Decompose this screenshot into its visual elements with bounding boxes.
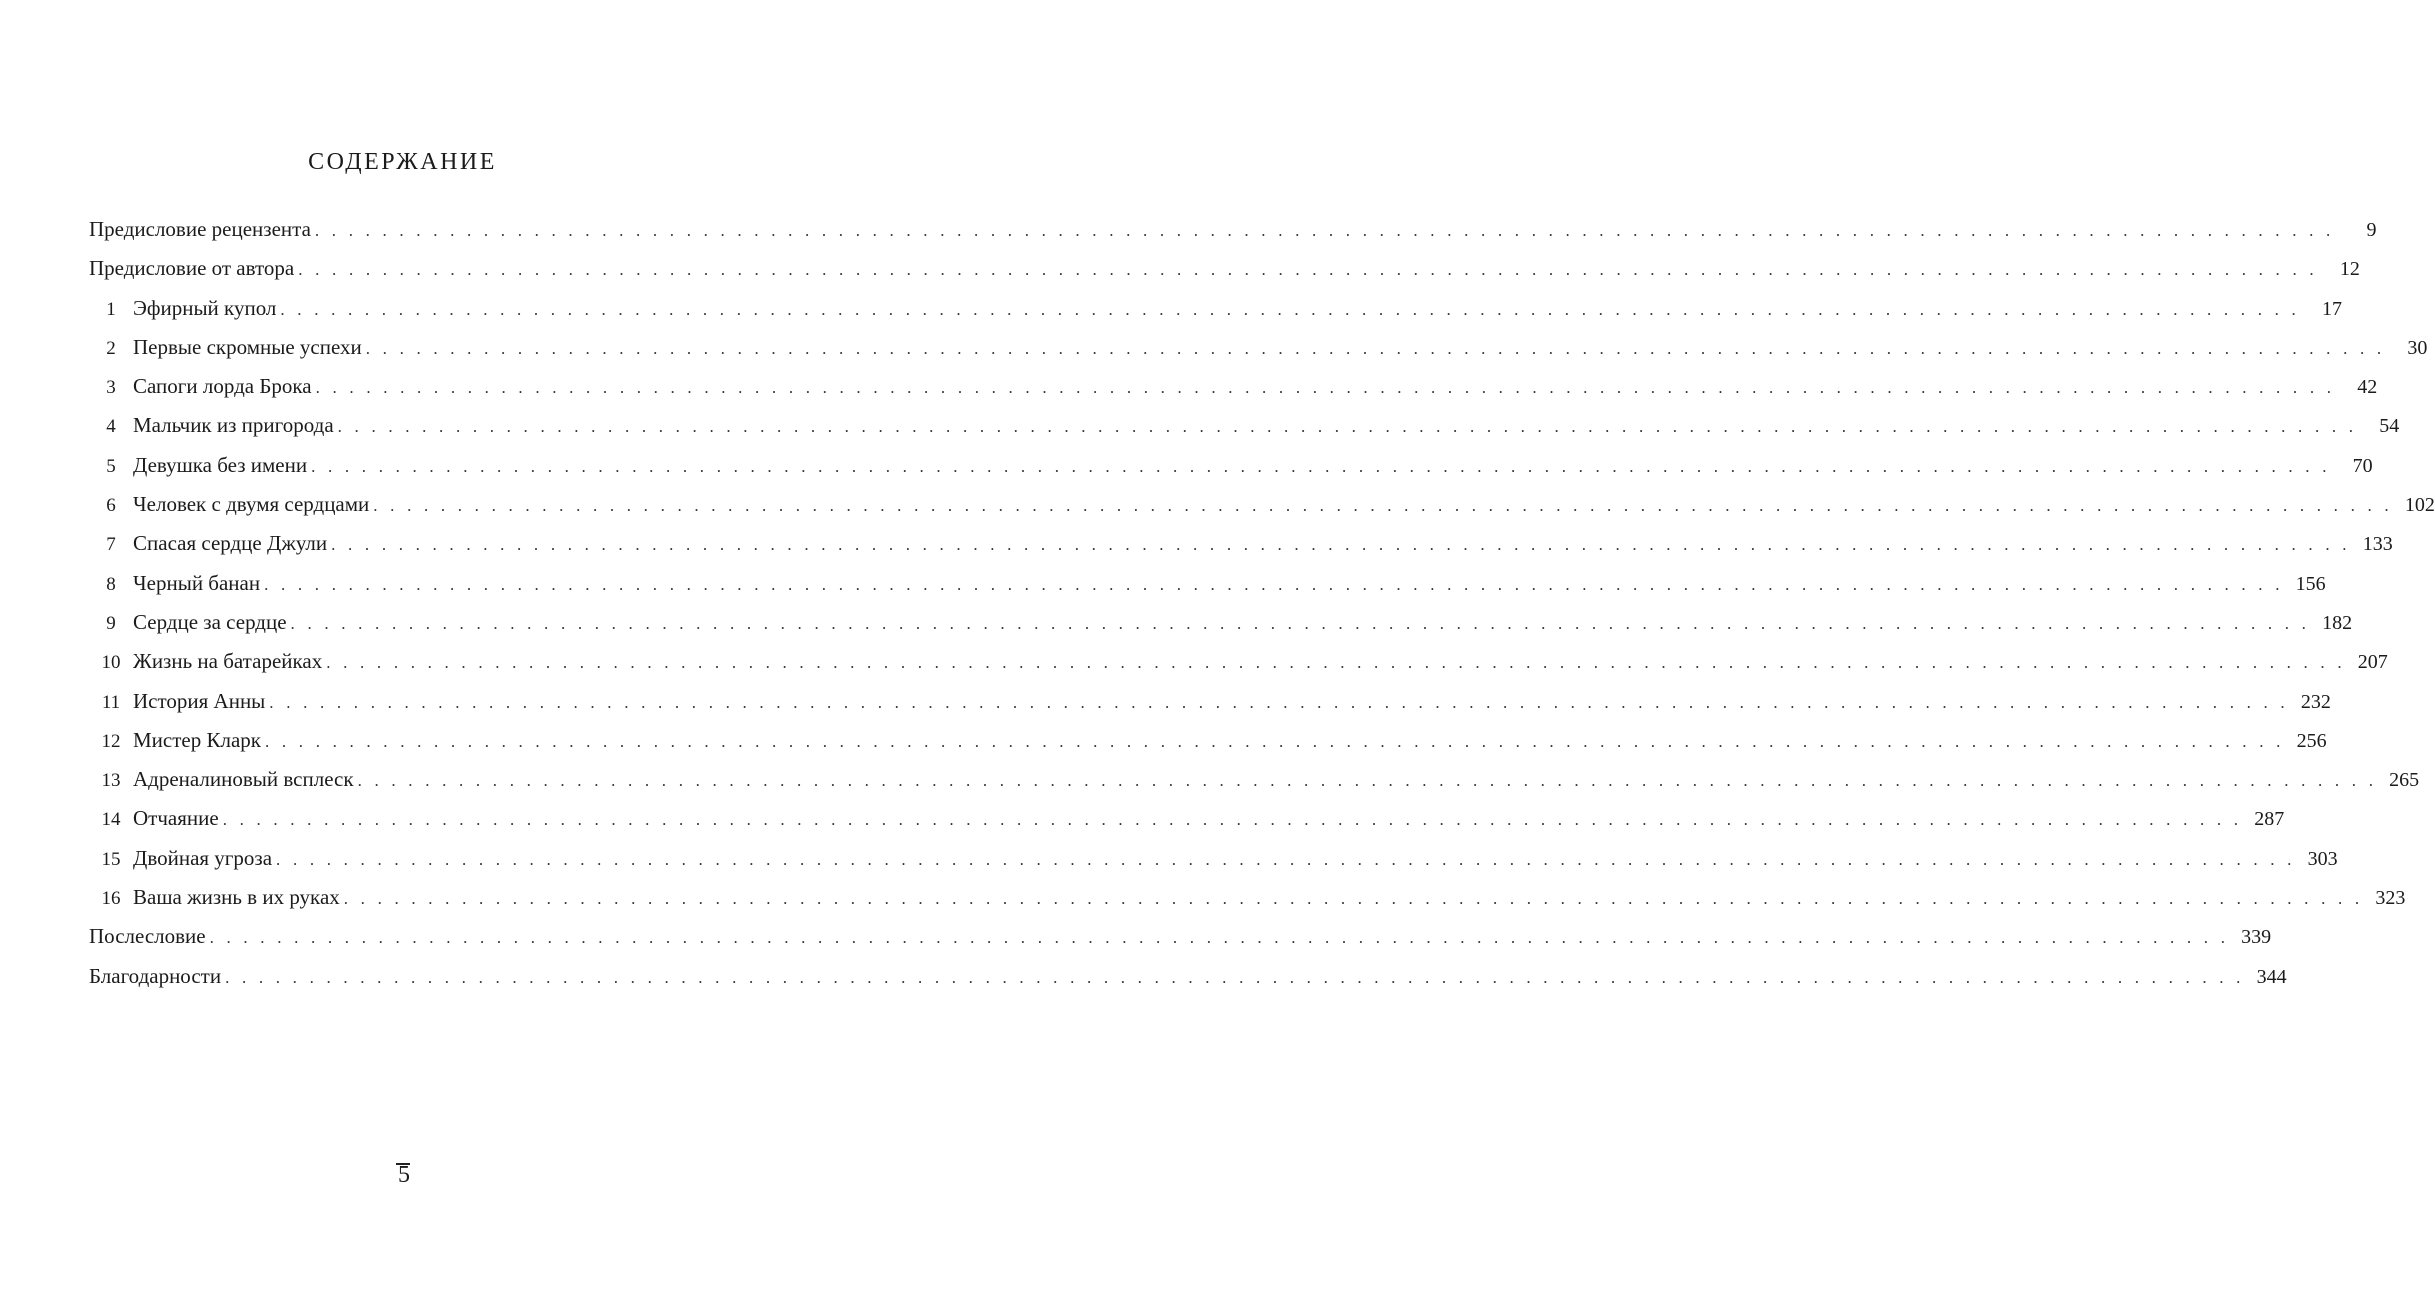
entry-page-number: 323	[2375, 887, 2406, 910]
entry-title: Сапоги лорда Брока	[133, 367, 316, 406]
dot-leader: . . . . . . . . . . . . . . . . . . . . . . . . . . . . . . . . . . . . . . . . . . . . . . . . . . . . . . . . . . . . . . . . . . . . . . . . . . . . . . . . . . . . . . . . . . . . . . . . . . . . . . . . . . . . . . . . . . . . . . . .	[265, 731, 2285, 751]
toc-entry[interactable]	[89, 485, 2435, 524]
chapter-number: 15	[101, 848, 121, 870]
entry-page-number: 9	[2366, 219, 2377, 241]
dot-leader: . . . . . . . . . . . . . . . . . . . . . . . . . . . . . . . . . . . . . . . . . . . . . . . . . . . . . . . . . . . . . . . . . . . . . . . . . . . . . . . . . . . . . . . . . . . . . . . . . . . . . . . . . . . . . . . . . . . . . . . .	[225, 967, 2245, 987]
entry-title: Отчаяние	[133, 799, 223, 838]
chapter-number: 10	[101, 652, 121, 674]
toc-entry[interactable]	[89, 917, 2272, 956]
entry-title: Девушка без имени	[133, 446, 311, 485]
table-of-contents	[89, 210, 2435, 996]
dot-leader: . . . . . . . . . . . . . . . . . . . . . . . . . . . . . . . . . . . . . . . . . . . . . . . . . . . . . . . . . . . . . . . . . . . . . . . . . . . . . . . . . . . . . . . . . . . . . . . . . . . . . . . . . . . . . . . . . . . . . . . .	[314, 221, 2335, 240]
entry-title: Предисловие рецензента	[89, 210, 315, 249]
toc-entry[interactable]	[89, 839, 2338, 878]
chapter-number: 1	[106, 298, 116, 320]
entry-title: Первые скромные успехи	[133, 328, 366, 367]
entry-title: Мальчик из пригорода	[133, 406, 338, 445]
chapter-number: 5	[106, 455, 116, 477]
dot-leader: . . . . . . . . . . . . . . . . . . . . . . . . . . . . . . . . . . . . . . . . . . . . . . . . . . . . . . . . . . . . . . . . . . . . . . . . . . . . . . . . . . . . . . . . . . . . . . . . . . . . . . . . . . . . . . . . . . . . . . . .	[280, 299, 2300, 319]
entry-title: Эфирный купол	[133, 289, 280, 328]
chapter-number: 6	[106, 495, 116, 517]
chapter-number: 8	[106, 573, 116, 595]
toc-entry[interactable]	[89, 957, 2287, 996]
toc-entry[interactable]	[89, 289, 2342, 328]
chapter-number: 16	[101, 888, 121, 910]
page-number: 5	[398, 1162, 410, 1188]
dot-leader: . . . . . . . . . . . . . . . . . . . . . . . . . . . . . . . . . . . . . . . . . . . . . . . . . . . . . . . . . . . . . . . . . . . . . . . . . . . . . . . . . . . . . . . . . . . . . . . . . . . . . . . . . . . . . . . . . . . . . . . .	[298, 260, 2318, 280]
toc-entry[interactable]	[89, 406, 2400, 445]
entry-title: Двойная угроза	[133, 839, 276, 878]
entry-title: Жизнь на батарейках	[133, 642, 326, 681]
entry-page-number: 339	[2241, 926, 2272, 949]
entry-page-number: 30	[2407, 336, 2428, 359]
chapter-number: 9	[106, 612, 116, 634]
toc-entry[interactable]	[89, 564, 2326, 603]
entry-page-number: 42	[2357, 376, 2378, 399]
dot-leader: . . . . . . . . . . . . . . . . . . . . . . . . . . . . . . . . . . . . . . . . . . . . . . . . . . . . . . . . . . . . . . . . . . . . . . . . . . . . . . . . . . . . . . . . . . . . . . . . . . . . . . . . . . . . . . . . . . . . . . . .	[331, 535, 2351, 555]
toc-entry[interactable]	[89, 878, 2406, 917]
toc-entry[interactable]	[89, 328, 2428, 367]
chapter-number: 2	[106, 337, 116, 359]
chapter-number: 13	[101, 770, 121, 792]
dot-leader: . . . . . . . . . . . . . . . . . . . . . . . . . . . . . . . . . . . . . . . . . . . . . . . . . . . . . . . . . . . . . . . . . . . . . . . . . . . . . . . . . . . . . . . . . . . . . . . . . . . . . . . . . . . . . . . . . . . . . . . .	[311, 456, 2331, 476]
entry-title: Мистер Кларк	[133, 721, 265, 760]
chapter-number: 3	[106, 377, 116, 399]
toc-entry[interactable]	[89, 524, 2393, 563]
entry-page-number: 54	[2379, 415, 2400, 438]
chapter-number: 4	[106, 416, 116, 438]
entry-title: Человек с двумя сердцами	[133, 485, 373, 524]
chapter-number: 14	[101, 809, 121, 831]
entry-title: Ваша жизнь в их руках	[133, 878, 344, 917]
chapter-number: 11	[101, 691, 121, 713]
toc-entry[interactable]	[89, 721, 2327, 760]
entry-page-number: 182	[2322, 611, 2353, 634]
dot-leader: . . . . . . . . . . . . . . . . . . . . . . . . . . . . . . . . . . . . . . . . . . . . . . . . . . . . . . . . . . . . . . . . . . . . . . . . . . . . . . . . . . . . . . . . . . . . . . . . . . . . . . . . . . . . . . . . . . . . . . . .	[315, 378, 2336, 398]
entry-title: Послесловие	[89, 917, 210, 956]
dot-leader: . . . . . . . . . . . . . . . . . . . . . . . . . . . . . . . . . . . . . . . . . . . . . . . . . . . . . . . . . . . . . . . . . . . . . . . . . . . . . . . . . . . . . . . . . . . . . . . . . . . . . . . . . . . . . . . . . . . . . . . .	[290, 613, 2311, 633]
entry-page-number: 207	[2357, 651, 2388, 674]
chapter-number: 12	[101, 730, 121, 752]
dot-leader: . . . . . . . . . . . . . . . . . . . . . . . . . . . . . . . . . . . . . . . . . . . . . . . . . . . . . . . . . . . . . . . . . . . . . . . . . . . . . . . . . . . . . . . . . . . . . . . . . . . . . . . . . . . . . . . . . . . . . . . .	[373, 496, 2393, 516]
toc-entry[interactable]	[89, 249, 2360, 288]
toc-entry[interactable]	[89, 682, 2331, 721]
entry-page-number: 256	[2296, 729, 2327, 752]
dot-leader: . . . . . . . . . . . . . . . . . . . . . . . . . . . . . . . . . . . . . . . . . . . . . . . . . . . . . . . . . . . . . . . . . . . . . . . . . . . . . . . . . . . . . . . . . . . . . . . . . . . . . . . . . . . . . . . . . . . . . . . .	[365, 338, 2386, 358]
toc-entry[interactable]	[89, 210, 2377, 249]
toc-entry[interactable]	[89, 603, 2353, 642]
entry-page-number: 156	[2295, 572, 2326, 595]
entry-title: Сердце за сердце	[133, 603, 291, 642]
toc-entry[interactable]	[89, 446, 2373, 485]
dot-leader: . . . . . . . . . . . . . . . . . . . . . . . . . . . . . . . . . . . . . . . . . . . . . . . . . . . . . . . . . . . . . . . . . . . . . . . . . . . . . . . . . . . . . . . . . . . . . . . . . . . . . . . . . . . . . . . . . . . . . . . .	[326, 653, 2346, 673]
entry-title: Адреналиновый всплеск	[133, 760, 358, 799]
entry-page-number: 265	[2389, 769, 2420, 792]
toc-entry[interactable]	[89, 367, 2378, 406]
entry-page-number: 344	[2256, 965, 2287, 988]
chapter-number: 7	[106, 534, 116, 556]
entry-page-number: 232	[2300, 690, 2331, 713]
entry-title: История Анны	[133, 682, 269, 721]
entry-title: Предисловие от автора	[89, 249, 298, 288]
dot-leader: . . . . . . . . . . . . . . . . . . . . . . . . . . . . . . . . . . . . . . . . . . . . . . . . . . . . . . . . . . . . . . . . . . . . . . . . . . . . . . . . . . . . . . . . . . . . . . . . . . . . . . . . . . . . . . . . . . . . . . . .	[264, 574, 2284, 594]
entry-page-number: 287	[2254, 808, 2285, 831]
toc-entry[interactable]	[89, 799, 2285, 838]
dot-leader: . . . . . . . . . . . . . . . . . . . . . . . . . . . . . . . . . . . . . . . . . . . . . . . . . . . . . . . . . . . . . . . . . . . . . . . . . . . . . . . . . . . . . . . . . . . . . . . . . . . . . . . . . . . . . . . . . . . . . . . .	[269, 692, 2289, 712]
entry-page-number: 17	[2321, 297, 2342, 320]
dot-leader: . . . . . . . . . . . . . . . . . . . . . . . . . . . . . . . . . . . . . . . . . . . . . . . . . . . . . . . . . . . . . . . . . . . . . . . . . . . . . . . . . . . . . . . . . . . . . . . . . . . . . . . . . . . . . . . . . . . . . . . .	[222, 810, 2243, 830]
entry-page-number: 102	[2404, 494, 2435, 517]
dot-leader: . . . . . . . . . . . . . . . . . . . . . . . . . . . . . . . . . . . . . . . . . . . . . . . . . . . . . . . . . . . . . . . . . . . . . . . . . . . . . . . . . . . . . . . . . . . . . . . . . . . . . . . . . . . . . . . . . . . . . . . .	[343, 889, 2364, 909]
entry-page-number: 303	[2307, 847, 2338, 870]
entry-title: Благодарности	[89, 957, 225, 996]
dot-leader: . . . . . . . . . . . . . . . . . . . . . . . . . . . . . . . . . . . . . . . . . . . . . . . . . . . . . . . . . . . . . . . . . . . . . . . . . . . . . . . . . . . . . . . . . . . . . . . . . . . . . . . . . . . . . . . . . . . . . . . .	[357, 771, 2378, 791]
dot-leader: . . . . . . . . . . . . . . . . . . . . . . . . . . . . . . . . . . . . . . . . . . . . . . . . . . . . . . . . . . . . . . . . . . . . . . . . . . . . . . . . . . . . . . . . . . . . . . . . . . . . . . . . . . . . . . . . . . . . . . . .	[209, 928, 2230, 948]
entry-title: Черный банан	[133, 564, 264, 603]
page-title: СОДЕРЖАНИЕ	[308, 149, 497, 175]
dot-leader: . . . . . . . . . . . . . . . . . . . . . . . . . . . . . . . . . . . . . . . . . . . . . . . . . . . . . . . . . . . . . . . . . . . . . . . . . . . . . . . . . . . . . . . . . . . . . . . . . . . . . . . . . . . . . . . . . . . . . . . .	[276, 849, 2296, 869]
entry-page-number: 70	[2352, 454, 2373, 477]
toc-entry[interactable]	[89, 642, 2388, 681]
entry-page-number: 12	[2339, 258, 2360, 281]
dot-leader: . . . . . . . . . . . . . . . . . . . . . . . . . . . . . . . . . . . . . . . . . . . . . . . . . . . . . . . . . . . . . . . . . . . . . . . . . . . . . . . . . . . . . . . . . . . . . . . . . . . . . . . . . . . . . . . . . . . . . . . .	[337, 417, 2358, 437]
entry-title: Спасая сердце Джули	[133, 524, 331, 563]
entry-page-number: 133	[2362, 533, 2393, 556]
toc-entry[interactable]	[89, 760, 2420, 799]
